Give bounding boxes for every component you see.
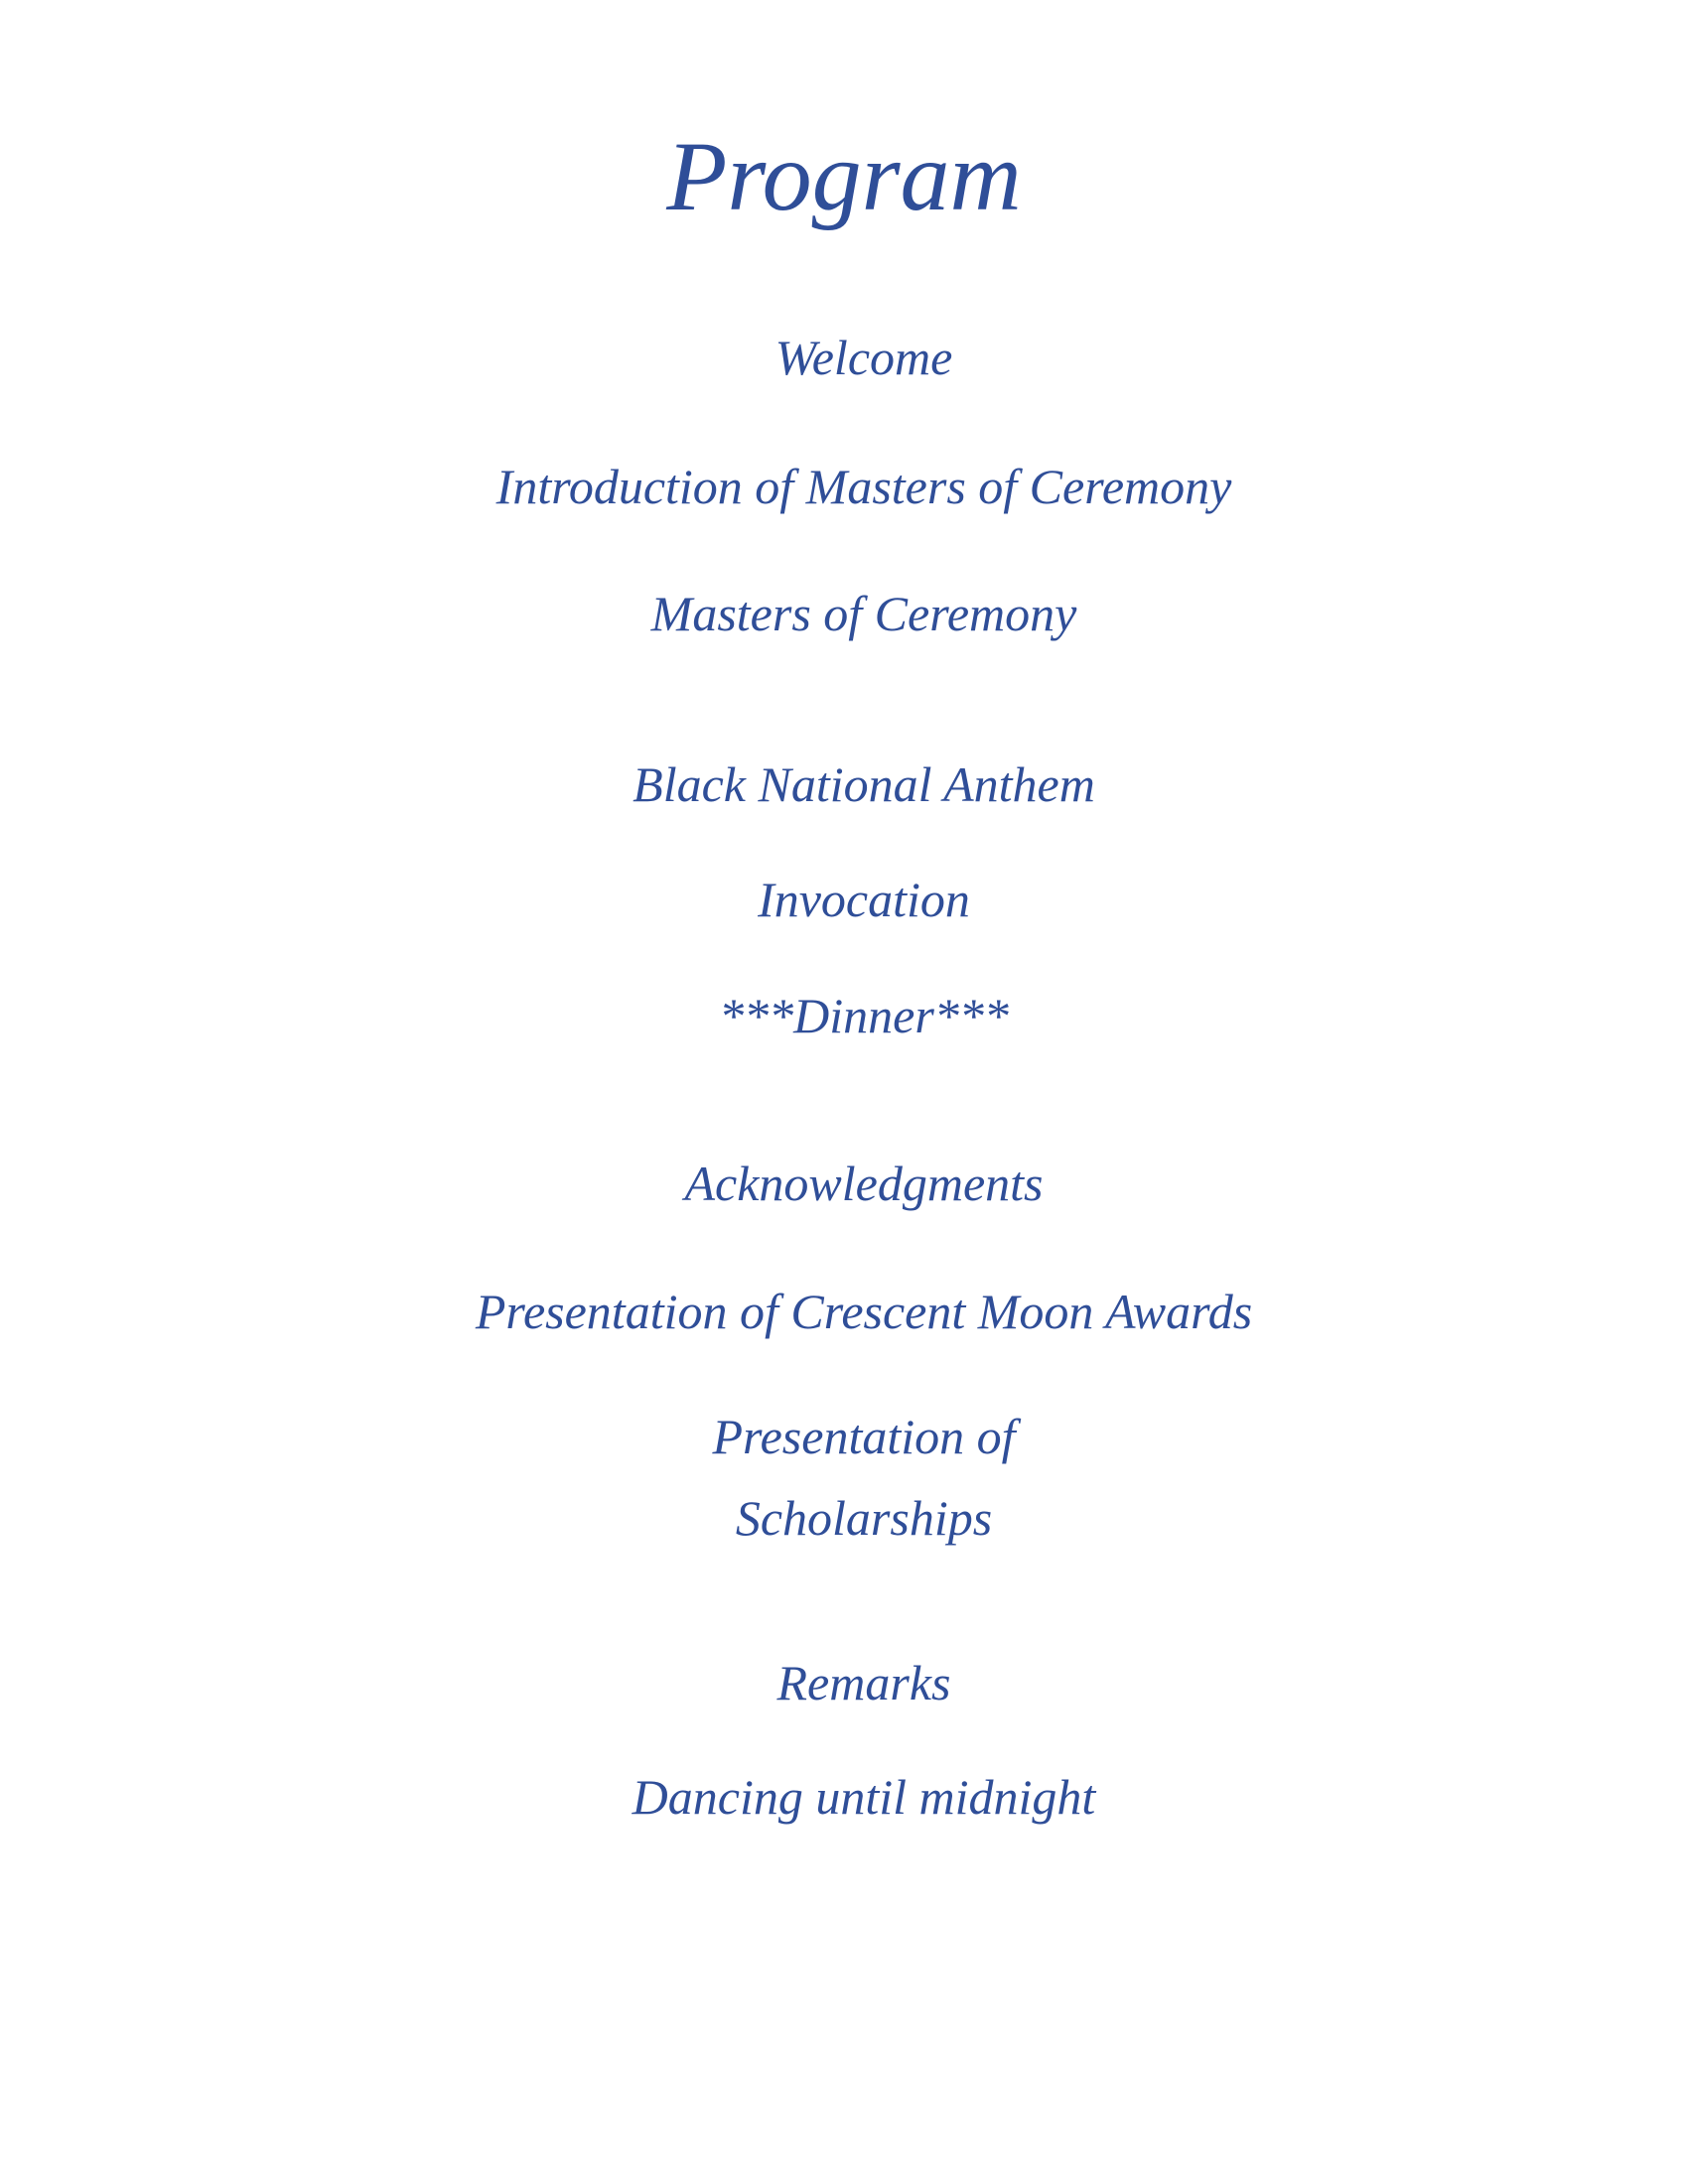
program-item-remarks: Remarks xyxy=(776,1655,951,1710)
program-item-dancing: Dancing until midnight xyxy=(632,1769,1096,1825)
program-item-scholarships-line2: Scholarships xyxy=(735,1490,993,1546)
program-item-introduction: Introduction of Masters of Ceremony xyxy=(495,459,1232,514)
page-title: Program xyxy=(666,121,1022,231)
program-item-welcome: Welcome xyxy=(774,330,953,385)
program-item-masters-of-ceremony: Masters of Ceremony xyxy=(650,586,1077,641)
program-item-acknowledgments: Acknowledgments xyxy=(684,1156,1044,1211)
program-item-scholarships-line1: Presentation of xyxy=(712,1409,1016,1464)
program-item-anthem: Black National Anthem xyxy=(633,756,1095,812)
program-item-crescent-moon-awards: Presentation of Crescent Moon Awards xyxy=(475,1284,1253,1339)
program-item-dinner: ***Dinner*** xyxy=(719,988,1009,1043)
program-item-invocation: Invocation xyxy=(758,872,970,927)
